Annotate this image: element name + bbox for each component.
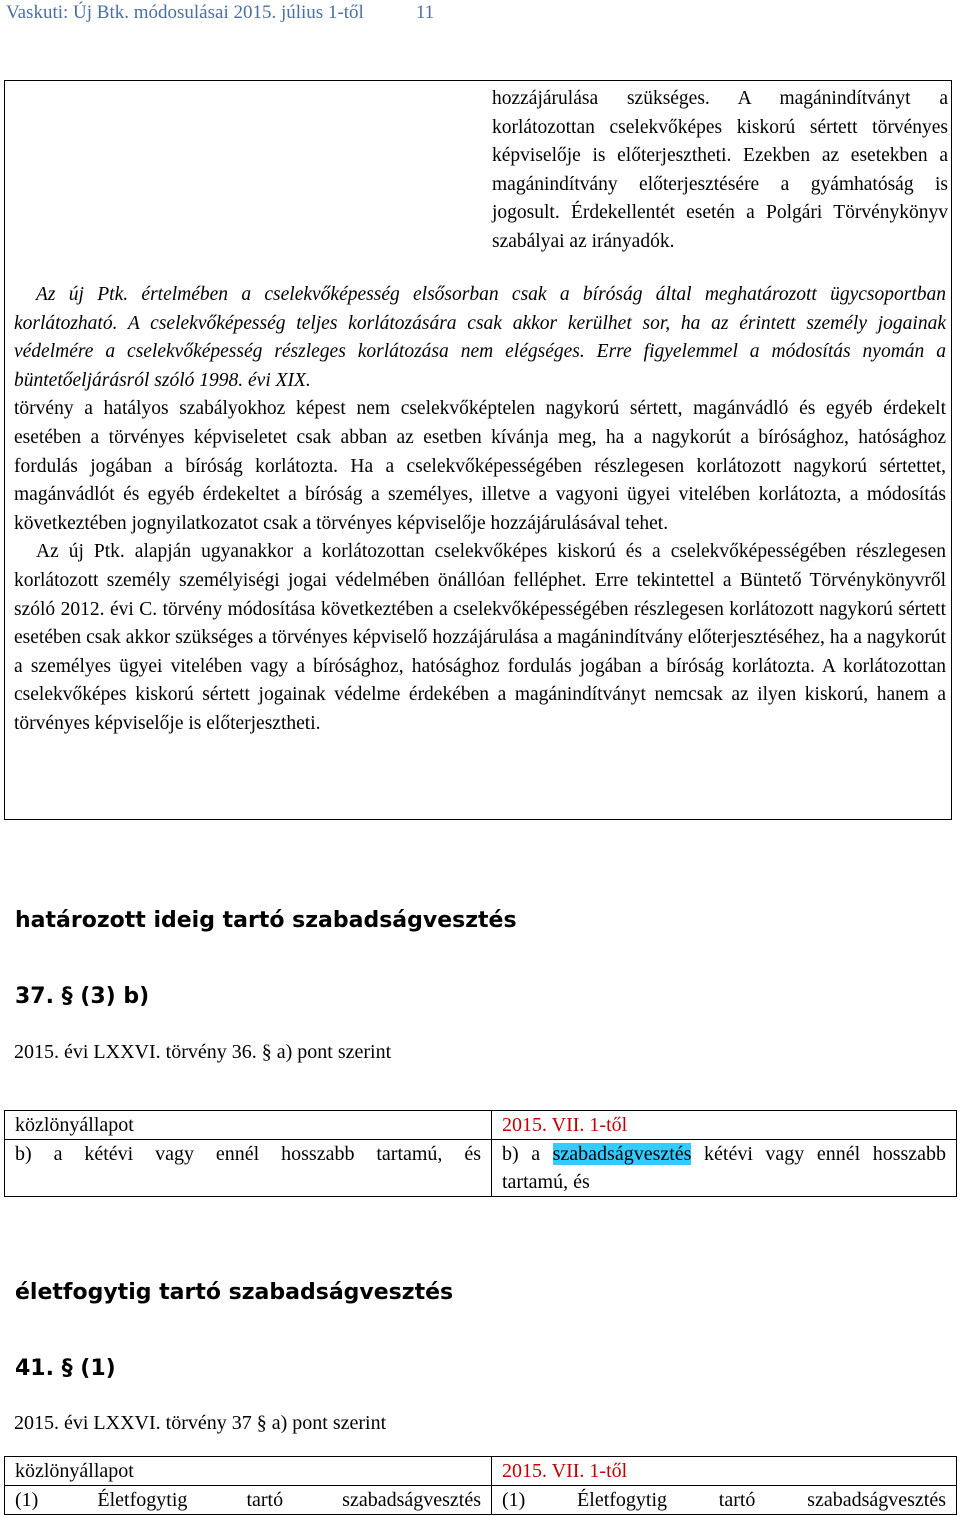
commentary-full-text <box>14 281 946 739</box>
new-text-prefix: b) a <box>502 1143 541 1165</box>
table-header-gazette: közlönyállapot <box>5 1457 492 1486</box>
table-cell-new-text <box>492 1140 957 1197</box>
table-row <box>5 1486 957 1515</box>
commentary-paragraph-2: Az új Ptk. alapján ugyanakkor a korlátozottan cselekvőképes kiskorú és a cselekvőképességében részlegesen korlátozott személy személyiségi jogai védelmében önállóan felléphet. Erre tekintettel a Büntető Törvénykönyvről szóló 2012. évi C. törvény módosítása következtében a cselekvőképességében részlegesen korlátozott nagykorú sértett esetében csak akkor szükséges a törvényes képviselő hozzájárulása a magánindítvány előterjesztéséhez, ha a nagykorút a személyes ügyei vitelében vagy a bírósághoz, hatósághoz fordulás jogában a bíróság korlátozta. A korlátozottan cselekvőképes kiskorú sértett jogainak védelme érdekében a magánindítványt nemcsak az ilyen kiskorú, hanem a törvényes képviselője is előterjesztheti. <box>14 541 946 734</box>
commentary-box <box>4 80 952 820</box>
page-header <box>6 2 434 24</box>
highlighted-term: szabadságvesztés <box>552 1143 692 1165</box>
commentary-italic-paragraph: Az új Ptk. értelmében a cselekvőképesség elsősorban csak a bíróság által meghatározott ügycsoportban korlátozható. A cselekvőképesség teljes korlátozására csak akkor kerülhet sor, ha az érintett személy jogainak védelmére a cselekvőképesség részleges korlátozása nem elégséges. Erre figyelemmel a módosítás nyomán a büntetőeljárásról szóló 1998. évi XIX. <box>14 284 946 391</box>
section-heading-life-term: életfogytig tartó szabadságvesztés <box>15 1280 454 1305</box>
table-header-date: 2015. VII. 1-től <box>492 1111 957 1140</box>
commentary-paragraph-1: törvény a hatályos szabályokhoz képest nem cselekvőképtelen nagykorú sértett, magánvádló és egyéb érdekelt esetében a törvényes képviseletet csak abban az esetben kívánja meg, ha a nagykorút a bírósághoz, hatósághoz fordulás jogában a bíróság korlátozta. Ha a cselekvőképességében részlegesen korlátozott nagykorú sértettet, magánvádlót és egyéb érdekeltet a bíróság a személyes, illetve a vagyoni ügyei vitelében korlátozta, a módosítás következtében jognyilatkozatot csak a törvényes képviselője hozzájárulásával tehet. <box>14 398 946 534</box>
table-cell-old-text: b) a kétévi vagy ennél hosszabb tartamú, és <box>5 1140 492 1197</box>
source-reference-36: 2015. évi LXXVI. törvény 36. § a) pont szerint <box>14 1041 392 1063</box>
comparison-table-41 <box>4 1456 957 1515</box>
commentary-right-column: hozzájárulása szükséges. A magánindítványt a korlátozottan cselekvőképes kiskorú sértett törvényes képviselője is előterjesztheti. Ezekben az esetekben a magánindítvány előterjesztésére a gyámhatóság is jogosult. Érdekellentét esetén a Polgári Törvénykönyv szabályai az irányadók. <box>492 88 948 252</box>
section-heading-fixed-term: határozott ideig tartó szabadságvesztés <box>15 908 517 933</box>
page-number: 11 <box>415 2 435 23</box>
table-cell-old-text: (1) Életfogytig tartó szabadságvesztés <box>5 1486 492 1515</box>
table-row <box>5 1457 957 1486</box>
source-reference-37: 2015. évi LXXVI. törvény 37 § a) pont szerint <box>14 1412 387 1434</box>
comparison-table-37 <box>4 1110 957 1197</box>
header-title: Vaskuti: Új Btk. módosulásai 2015. július 1-től <box>6 2 364 23</box>
table-header-gazette: közlönyállapot <box>5 1111 492 1140</box>
new-text-suffix: kétévi vagy ennél hosszabb tartamú, és <box>502 1143 947 1193</box>
table-row <box>5 1140 957 1197</box>
section-paragraph-ref-41: 41. § (1) <box>15 1356 116 1381</box>
table-header-date: 2015. VII. 1-től <box>492 1457 957 1486</box>
table-cell-new-text: (1) Életfogytig tartó szabadságvesztés <box>492 1486 957 1515</box>
table-row <box>5 1111 957 1140</box>
section-paragraph-ref-37: 37. § (3) b) <box>15 984 150 1009</box>
